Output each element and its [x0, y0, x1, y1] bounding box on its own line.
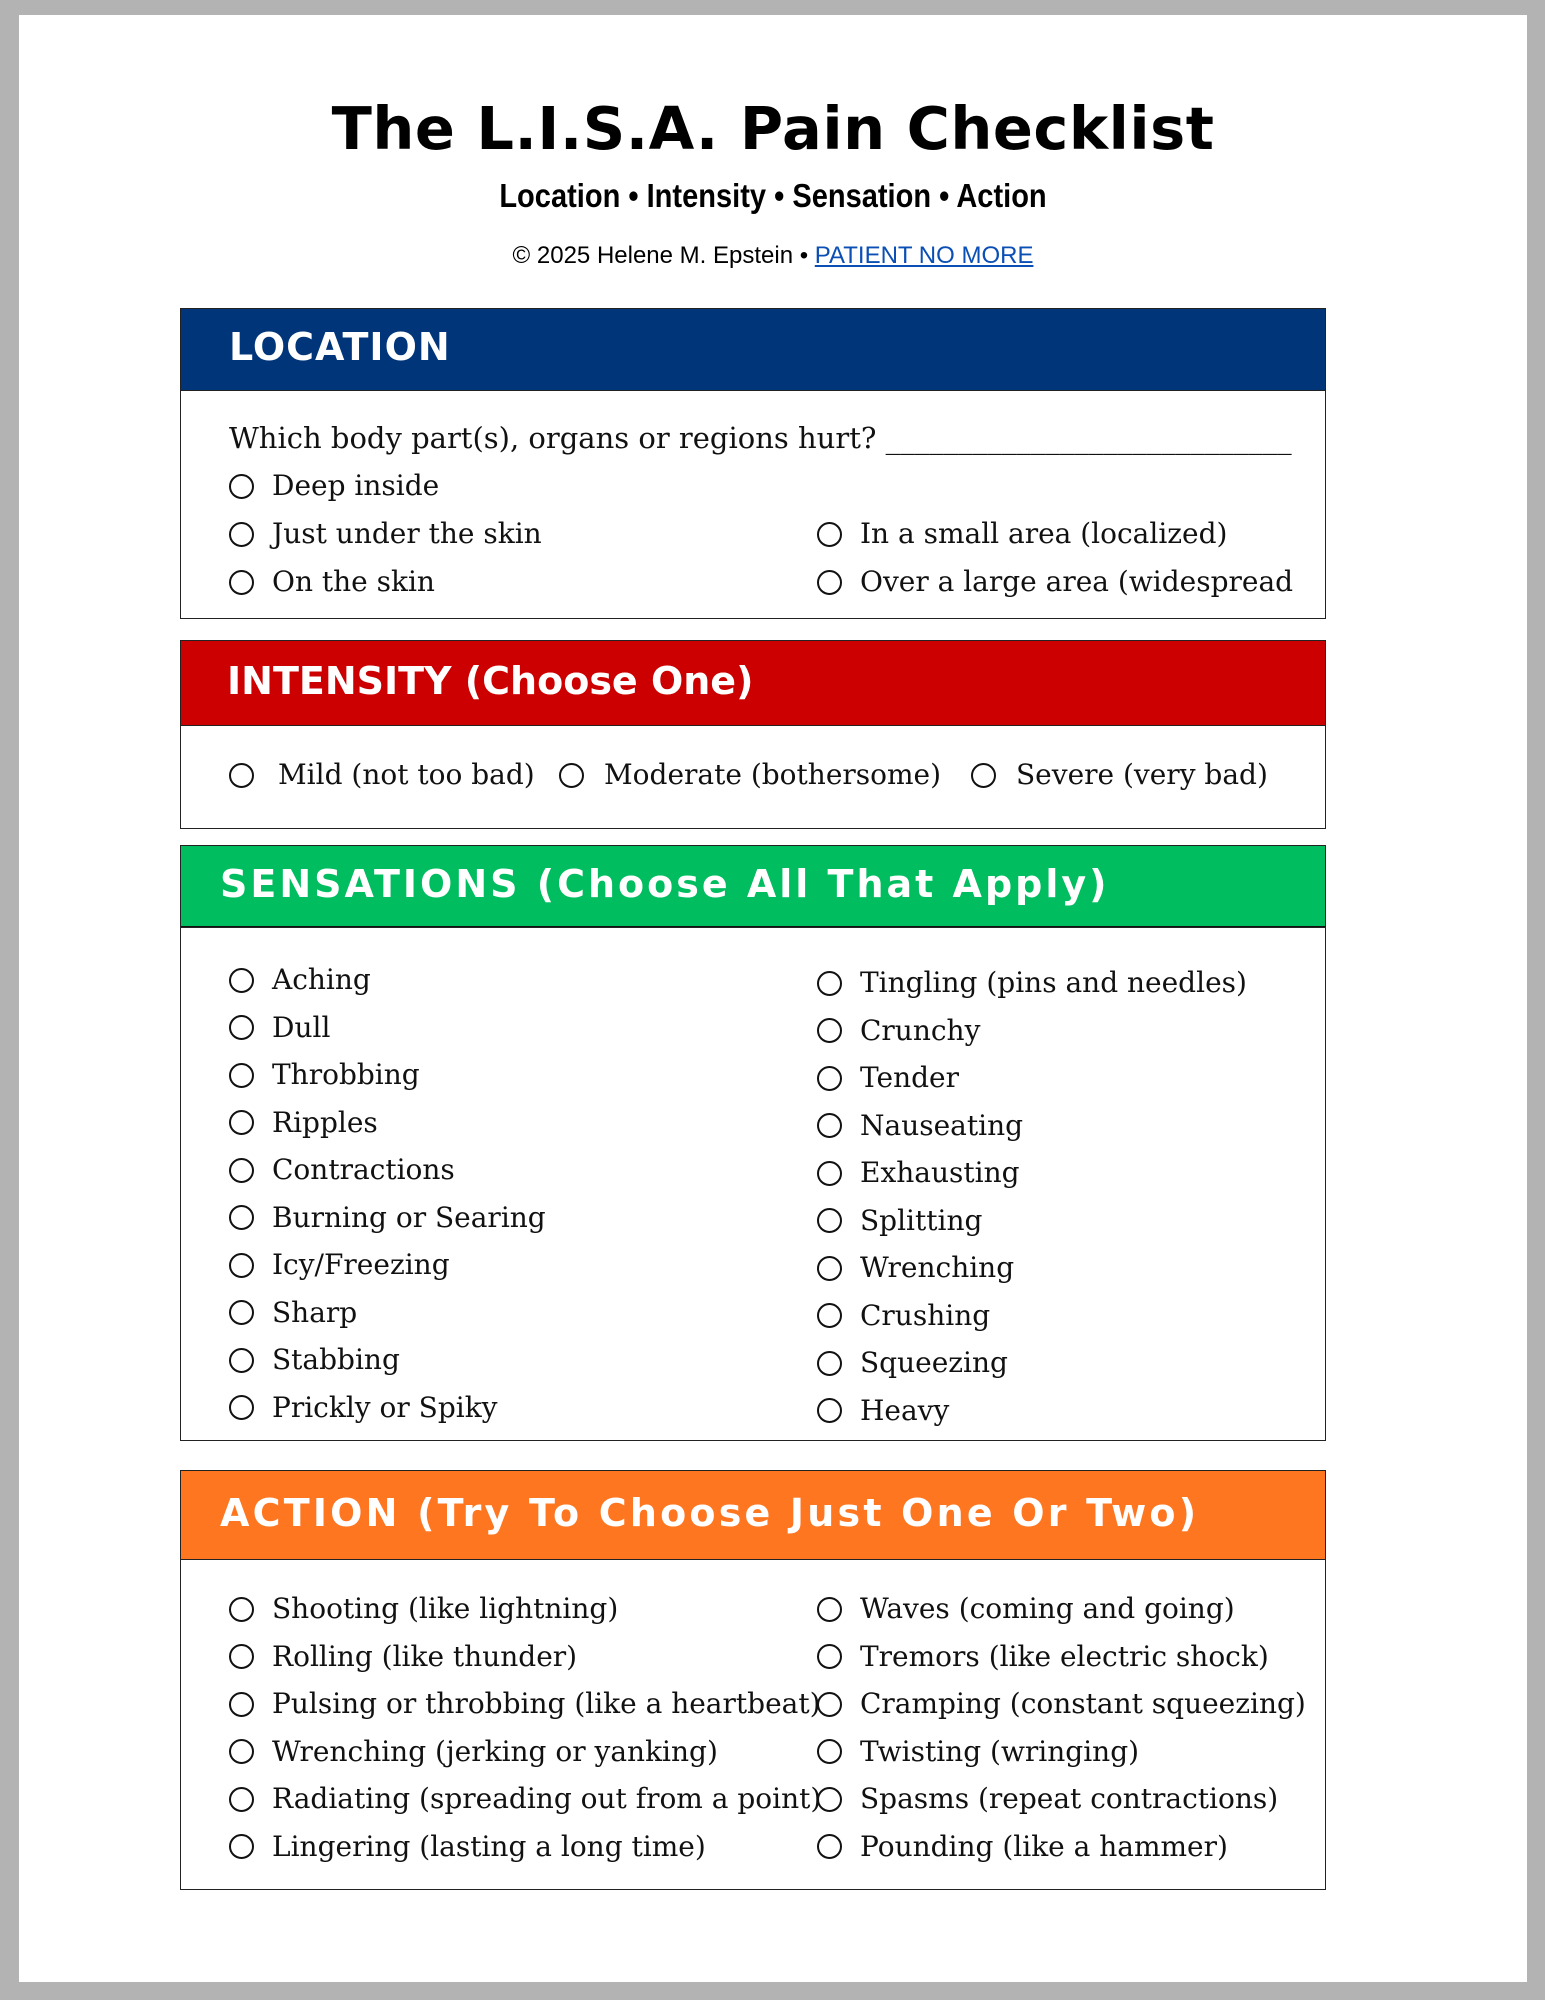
radio-circle-icon[interactable] [229, 968, 254, 993]
radio-circle-icon[interactable] [229, 1015, 254, 1040]
location-prompt: Which body part(s), organs or regions hurt? ____________________________ [229, 421, 1292, 455]
action-option-twisting-wringing[interactable] [817, 1735, 1139, 1769]
option-label: Throbbing [272, 1058, 420, 1091]
page-title: The L.I.S.A. Pain Checklist [331, 94, 1215, 163]
action-section [180, 1559, 1326, 1890]
option-label: Pounding (like a hammer) [860, 1829, 1228, 1863]
intensity-option-severe-very-bad[interactable] [971, 758, 1268, 792]
sensations-option-crushing[interactable] [817, 1299, 990, 1333]
radio-circle-icon[interactable] [817, 1597, 842, 1622]
option-label: Squeezing [860, 1346, 1008, 1379]
radio-circle-icon[interactable] [229, 1253, 254, 1278]
radio-circle-icon[interactable] [817, 522, 842, 547]
option-label: Rolling (like thunder) [272, 1639, 578, 1673]
action-option-cramping-constant-squeezing[interactable] [817, 1687, 1306, 1721]
option-label: Pulsing or throbbing (like a heartbeat) [272, 1687, 821, 1720]
credit-text: © 2025 Helene M. Epstein • [512, 242, 815, 269]
action-option-pulsing-or-throbbing-like-a-heartbeat[interactable] [229, 1687, 821, 1721]
option-label: Stabbing [272, 1343, 400, 1376]
sensations-option-ripples[interactable] [229, 1106, 378, 1140]
sensations-option-contractions[interactable] [229, 1153, 455, 1187]
sensations-option-aching[interactable] [229, 963, 371, 997]
location-option-in-a-small-area-localized[interactable] [817, 517, 1227, 551]
option-label: Waves (coming and going) [860, 1592, 1235, 1625]
option-label: Aching [272, 963, 371, 996]
sensations-option-wrenching[interactable] [817, 1251, 1014, 1285]
radio-circle-icon[interactable] [817, 1066, 842, 1091]
credit-line [19, 242, 1527, 270]
sensations-option-prickly-or-spiky[interactable] [229, 1391, 498, 1425]
sensations-section [180, 927, 1326, 1441]
radio-circle-icon[interactable] [229, 1063, 254, 1088]
option-label: Tingling (pins and needles) [860, 966, 1247, 999]
option-label: Just under the skin [272, 517, 542, 550]
option-label: Splitting [860, 1203, 983, 1237]
action-header-text: ACTION (Try To Choose Just One Or Two) [220, 1491, 1200, 1535]
option-label: Crushing [860, 1298, 991, 1332]
sensations-option-dull[interactable] [229, 1011, 330, 1045]
option-label: Mild (not too bad) [278, 758, 535, 791]
radio-circle-icon[interactable] [817, 1398, 842, 1423]
option-label: Exhausting [860, 1156, 1020, 1189]
option-label: Heavy [860, 1393, 950, 1427]
radio-circle-icon[interactable] [971, 763, 996, 788]
sensations-option-splitting[interactable] [817, 1204, 982, 1238]
option-label: Tremors (like electric shock) [860, 1639, 1269, 1673]
option-label: Lingering (lasting a long time) [272, 1829, 706, 1863]
action-option-shooting-like-lightning[interactable] [229, 1592, 618, 1626]
option-label: Cramping (constant squeezing) [860, 1687, 1306, 1720]
radio-circle-icon[interactable] [817, 1303, 842, 1328]
location-option-over-a-large-area-widespread[interactable] [817, 565, 1293, 599]
radio-circle-icon[interactable] [229, 1787, 254, 1812]
radio-circle-icon[interactable] [229, 1834, 254, 1859]
radio-circle-icon[interactable] [817, 1644, 842, 1669]
option-label: Severe (very bad) [1016, 758, 1268, 791]
sensations-option-sharp[interactable] [229, 1296, 357, 1330]
option-label: Ripples [272, 1105, 378, 1139]
radio-circle-icon[interactable] [817, 1739, 842, 1764]
location-section [180, 390, 1326, 619]
radio-circle-icon[interactable] [229, 570, 254, 595]
option-label: In a small area (localized) [860, 517, 1228, 550]
sensations-option-burning-or-searing[interactable] [229, 1201, 546, 1235]
page-subtitle: Location • Intensity • Sensation • Action [499, 177, 1047, 214]
patient-no-more-link[interactable]: PATIENT NO MORE [814, 242, 1034, 269]
radio-circle-icon[interactable] [817, 1161, 842, 1186]
option-label: Burning or Searing [272, 1200, 546, 1234]
location-header [180, 308, 1326, 392]
radio-circle-icon[interactable] [817, 1113, 842, 1138]
radio-circle-icon[interactable] [229, 474, 254, 499]
location-option-on-the-skin[interactable] [229, 565, 435, 599]
action-header [180, 1470, 1326, 1561]
intensity-section [180, 725, 1326, 829]
action-option-radiating-spreading-out-from-a-point[interactable] [229, 1782, 821, 1816]
action-option-pounding-like-a-hammer[interactable] [817, 1830, 1228, 1864]
radio-circle-icon[interactable] [229, 763, 254, 788]
sensations-option-crunchy[interactable] [817, 1014, 980, 1048]
option-label: Shooting (like lightning) [272, 1592, 619, 1625]
radio-circle-icon[interactable] [229, 1692, 254, 1717]
radio-circle-icon[interactable] [817, 1256, 842, 1281]
radio-circle-icon[interactable] [817, 1208, 842, 1233]
option-label: Deep inside [272, 469, 440, 502]
radio-circle-icon[interactable] [229, 1205, 254, 1230]
option-label: Tender [860, 1061, 959, 1094]
radio-circle-icon[interactable] [559, 763, 584, 788]
location-option-just-under-the-skin[interactable] [229, 517, 542, 551]
sensations-option-heavy[interactable] [817, 1394, 949, 1428]
option-label: Twisting (wringing) [860, 1734, 1140, 1768]
option-label: Nauseating [860, 1108, 1024, 1142]
option-label: Moderate (bothersome) [604, 758, 942, 791]
action-option-rolling-like-thunder[interactable] [229, 1640, 577, 1674]
radio-circle-icon[interactable] [817, 971, 842, 996]
option-label: Wrenching [860, 1251, 1015, 1284]
option-label: On the skin [272, 565, 435, 598]
intensity-option-mild-not-too-bad[interactable] [229, 758, 535, 792]
option-label: Spasms (repeat contractions) [860, 1782, 1279, 1815]
sensations-option-icy-freezing[interactable] [229, 1248, 450, 1282]
radio-circle-icon[interactable] [229, 1739, 254, 1764]
sensations-option-exhausting[interactable] [817, 1156, 1020, 1190]
sensations-option-throbbing[interactable] [229, 1058, 420, 1092]
radio-circle-icon[interactable] [229, 522, 254, 547]
option-label: Contractions [272, 1153, 455, 1186]
action-option-spasms-repeat-contractions[interactable] [817, 1782, 1278, 1816]
sensations-option-nauseating[interactable] [817, 1109, 1023, 1143]
radio-circle-icon[interactable] [229, 1110, 254, 1135]
radio-circle-icon[interactable] [229, 1300, 254, 1325]
radio-circle-icon[interactable] [229, 1644, 254, 1669]
action-option-tremors-like-electric-shock[interactable] [817, 1640, 1269, 1674]
sensations-header-text: SENSATIONS (Choose All That Apply) [220, 862, 1110, 906]
option-label: Crunchy [860, 1013, 981, 1047]
option-label: Dull [272, 1010, 331, 1044]
sensations-option-tingling-pins-and-needles[interactable] [817, 966, 1247, 1000]
radio-circle-icon[interactable] [229, 1348, 254, 1373]
sensations-option-squeezing[interactable] [817, 1346, 1008, 1380]
radio-circle-icon[interactable] [817, 1834, 842, 1859]
intensity-option-moderate-bothersome[interactable] [559, 758, 941, 792]
radio-circle-icon[interactable] [817, 570, 842, 595]
option-label: Wrenching (jerking or yanking) [272, 1734, 718, 1768]
radio-circle-icon[interactable] [229, 1597, 254, 1622]
sensations-header [180, 845, 1326, 929]
radio-circle-icon[interactable] [817, 1787, 842, 1812]
action-option-waves-coming-and-going[interactable] [817, 1592, 1235, 1626]
sensations-option-stabbing[interactable] [229, 1343, 400, 1377]
option-label: Radiating (spreading out from a point) [272, 1782, 822, 1815]
location-option-deep-inside[interactable] [229, 469, 439, 503]
intensity-header [180, 640, 1326, 727]
radio-circle-icon[interactable] [817, 1692, 842, 1717]
action-option-lingering-lasting-a-long-time[interactable] [229, 1830, 706, 1864]
option-label: Sharp [272, 1295, 358, 1329]
radio-circle-icon[interactable] [229, 1158, 254, 1183]
radio-circle-icon[interactable] [817, 1351, 842, 1376]
option-label: Over a large area (widespread [860, 565, 1294, 598]
action-option-wrenching-jerking-or-yanking[interactable] [229, 1735, 718, 1769]
option-label: Prickly or Spiky [272, 1390, 498, 1424]
sensations-option-tender[interactable] [817, 1061, 959, 1095]
location-header-text: LOCATION [229, 325, 451, 369]
radio-circle-icon[interactable] [817, 1018, 842, 1043]
intensity-header-text: INTENSITY (Choose One) [227, 659, 754, 703]
option-label: Icy/Freezing [272, 1248, 450, 1281]
radio-circle-icon[interactable] [229, 1395, 254, 1420]
